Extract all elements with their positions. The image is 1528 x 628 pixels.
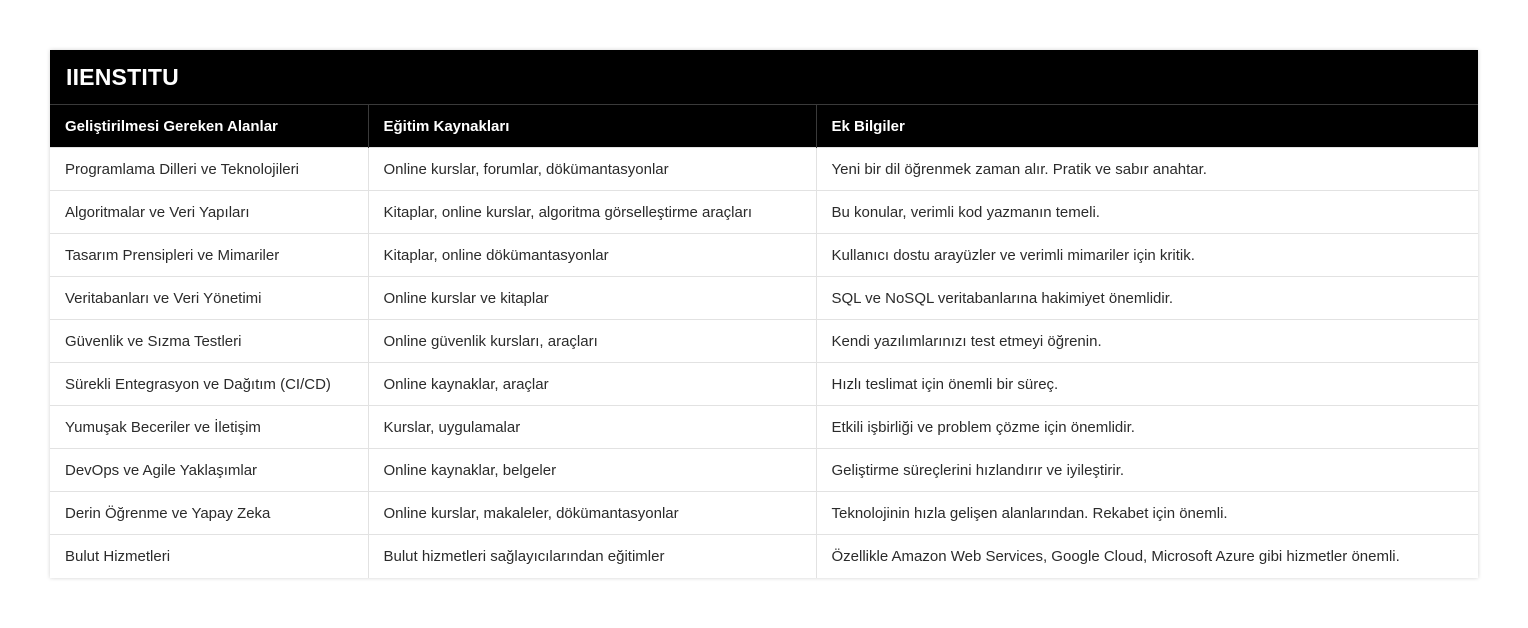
- table-row: [50, 449, 1478, 492]
- table-row: [50, 148, 1478, 191]
- cell-area: Bulut Hizmetleri: [50, 535, 368, 578]
- table-title: IIENSTITU: [50, 50, 1478, 104]
- column-header-resources: Eğitim Kaynakları: [368, 105, 816, 148]
- cell-resources: Kurslar, uygulamalar: [368, 406, 816, 449]
- resource-table-card: [50, 50, 1478, 578]
- table-row: [50, 363, 1478, 406]
- table-row: [50, 191, 1478, 234]
- cell-resources: Online kurslar ve kitaplar: [368, 277, 816, 320]
- table-row: [50, 535, 1478, 578]
- cell-resources: Online kaynaklar, araçlar: [368, 363, 816, 406]
- column-header-areas: Geliştirilmesi Gereken Alanlar: [50, 105, 368, 148]
- cell-notes: Kendi yazılımlarınızı test etmeyi öğrenin.: [816, 320, 1478, 363]
- cell-resources: Online kaynaklar, belgeler: [368, 449, 816, 492]
- table-row: [50, 492, 1478, 535]
- cell-area: Algoritmalar ve Veri Yapıları: [50, 191, 368, 234]
- cell-resources: Online kurslar, makaleler, dökümantasyonlar: [368, 492, 816, 535]
- cell-area: Güvenlik ve Sızma Testleri: [50, 320, 368, 363]
- cell-area: Derin Öğrenme ve Yapay Zeka: [50, 492, 368, 535]
- cell-notes: Bu konular, verimli kod yazmanın temeli.: [816, 191, 1478, 234]
- cell-notes: Teknolojinin hızla gelişen alanlarından. Rekabet için önemli.: [816, 492, 1478, 535]
- cell-area: Veritabanları ve Veri Yönetimi: [50, 277, 368, 320]
- cell-notes: Yeni bir dil öğrenmek zaman alır. Pratik ve sabır anahtar.: [816, 148, 1478, 191]
- table-row: [50, 320, 1478, 363]
- column-header-notes: Ek Bilgiler: [816, 105, 1478, 148]
- cell-notes: Özellikle Amazon Web Services, Google Cloud, Microsoft Azure gibi hizmetler önemli.: [816, 535, 1478, 578]
- cell-resources: Kitaplar, online dökümantasyonlar: [368, 234, 816, 277]
- cell-area: Yumuşak Beceriler ve İletişim: [50, 406, 368, 449]
- cell-resources: Online kurslar, forumlar, dökümantasyonlar: [368, 148, 816, 191]
- cell-notes: Hızlı teslimat için önemli bir süreç.: [816, 363, 1478, 406]
- cell-resources: Kitaplar, online kurslar, algoritma görselleştirme araçları: [368, 191, 816, 234]
- cell-area: Tasarım Prensipleri ve Mimariler: [50, 234, 368, 277]
- cell-notes: Geliştirme süreçlerini hızlandırır ve iyileştirir.: [816, 449, 1478, 492]
- cell-notes: SQL ve NoSQL veritabanlarına hakimiyet önemlidir.: [816, 277, 1478, 320]
- cell-resources: Bulut hizmetleri sağlayıcılarından eğitimler: [368, 535, 816, 578]
- cell-notes: Kullanıcı dostu arayüzler ve verimli mimariler için kritik.: [816, 234, 1478, 277]
- table-row: [50, 277, 1478, 320]
- table-row: [50, 234, 1478, 277]
- cell-area: Programlama Dilleri ve Teknolojileri: [50, 148, 368, 191]
- resource-table: [50, 104, 1478, 578]
- cell-area: Sürekli Entegrasyon ve Dağıtım (CI/CD): [50, 363, 368, 406]
- table-row: [50, 406, 1478, 449]
- cell-resources: Online güvenlik kursları, araçları: [368, 320, 816, 363]
- cell-notes: Etkili işbirliği ve problem çözme için önemlidir.: [816, 406, 1478, 449]
- cell-area: DevOps ve Agile Yaklaşımlar: [50, 449, 368, 492]
- header-row: [50, 105, 1478, 148]
